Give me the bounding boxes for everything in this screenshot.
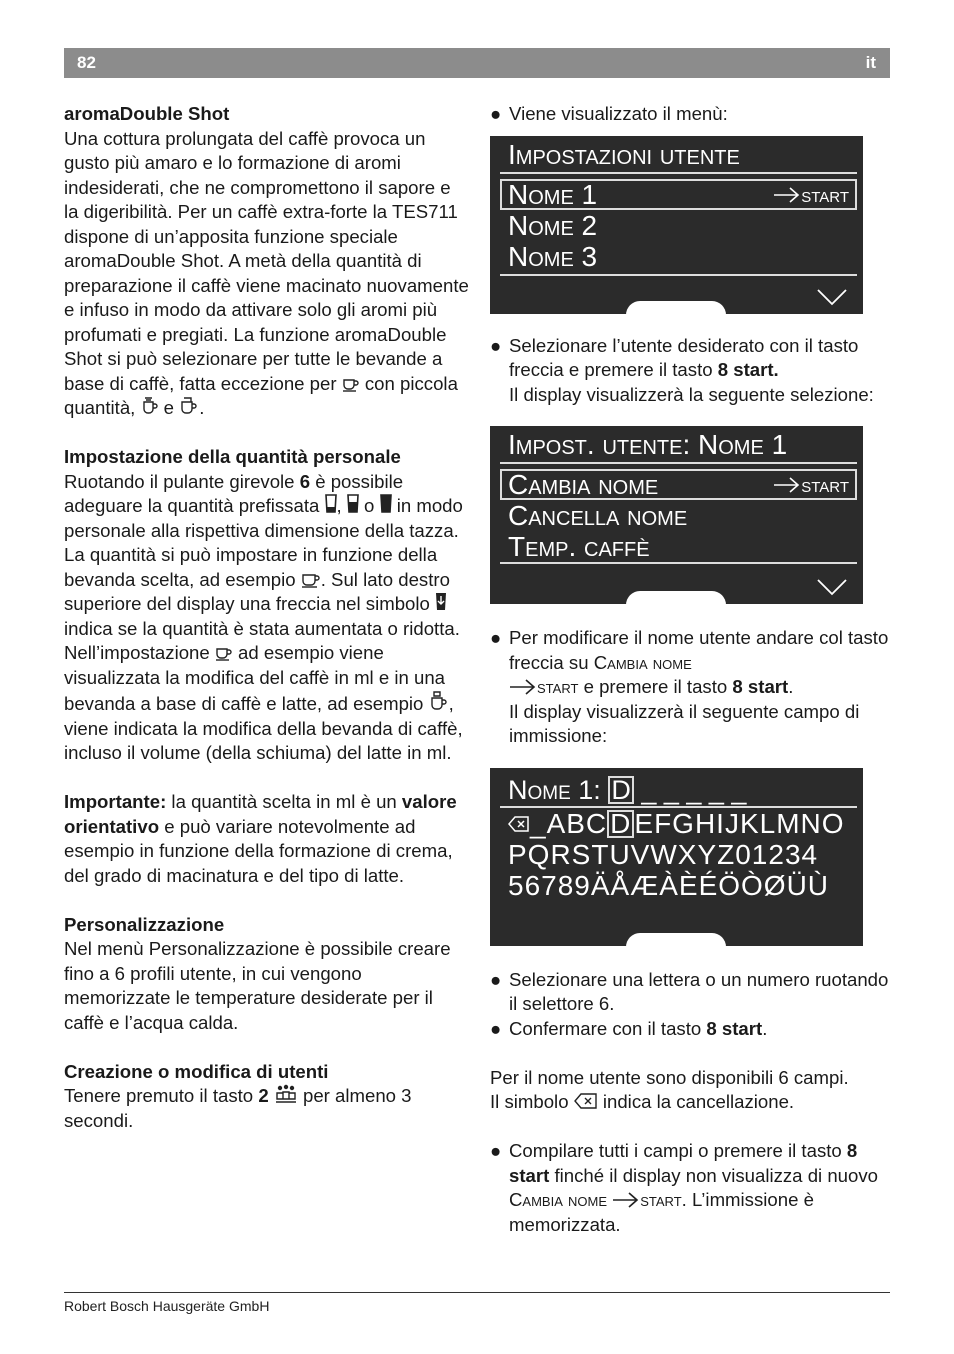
menu-item-name-2: Nome 2 <box>508 209 598 241</box>
fields-paragraph: Per il nome utente sono disponibili 6 campi. <box>490 1066 849 1088</box>
bullet-select-letter: ● Selezionare una lettera o un numero ruotando il selettore 6. <box>490 968 889 1014</box>
large-glass-icon <box>380 494 392 514</box>
chevron-down-icon <box>817 578 847 596</box>
menu-item-coffee-temp: Temp. caffè <box>508 531 650 562</box>
aroma-title: aromaDouble Shot <box>64 103 230 124</box>
small-glass-icon <box>325 494 337 514</box>
menu-item-name-1: Nome 1 start <box>500 179 857 210</box>
delete-icon <box>574 1092 598 1110</box>
arrow-right-icon <box>509 679 537 695</box>
right-column <box>490 102 890 1237</box>
medium-glass-icon <box>347 494 359 514</box>
char-row-3: 56789ÄÅÆÀÈÉÖÒØÜÙ <box>508 869 830 901</box>
delete-symbol-paragraph: Il simbolo indica la cancellazione. <box>490 1091 795 1112</box>
selected-char: D <box>607 810 634 838</box>
page-number: 82 <box>77 53 96 72</box>
bullet-confirm: ● Confermare con il tasto 8 start. <box>490 1017 768 1039</box>
name-input-label: Nome 1: D _ _ _ _ _ <box>508 774 747 805</box>
page-header <box>64 48 890 78</box>
display-title: Impost. utente: Nome 1 <box>508 429 788 460</box>
chevron-down-icon <box>817 288 847 306</box>
bullet-change-name: ● Per modificare il nome utente andare col tasto freccia su Cambia nome start e premere il tasto 8 start. Il display visualizzerà il seguente campo di immissione: <box>490 627 889 746</box>
arrow-right-icon <box>773 187 801 203</box>
important-paragraph: Importante: la quantità scelta in ml è un valore orientativo e può variare notevolmente ad esempio in funzione della formazione di crema, del grado di macinatura e del tipo di latte. <box>64 791 457 886</box>
display-title: Impostazioni utente <box>508 138 740 170</box>
personalization-title: Personalizzazione <box>64 913 225 935</box>
menu-item-name-3: Nome 3 <box>508 240 598 272</box>
footer-company: Robert Bosch Hausgeräte GmbH <box>64 1298 270 1314</box>
create-users-paragraph: Tenere premuto il tasto 2 per almeno 3 secondi. <box>64 1085 412 1131</box>
small-cup-icon <box>215 645 233 661</box>
bullet-fill-fields: ● Compilare tutti i campi o premere il tasto 8 start finché il display non visualizza di nuovo Cambia nome start. L’immissione è memorizzata. <box>490 1140 878 1235</box>
display-user-edit <box>490 426 863 604</box>
users-icon <box>274 1084 298 1104</box>
arrow-right-icon <box>612 1192 640 1208</box>
left-column <box>64 102 469 1133</box>
menu-item-delete-name: Cancella nome <box>508 500 688 531</box>
cappuccino-cup-icon <box>429 690 449 712</box>
quantity-title: Impostazione della quantità personale <box>64 446 401 467</box>
display-name-input <box>490 768 863 946</box>
latte-cup-icon <box>141 396 159 416</box>
text-cursor: D <box>608 776 634 804</box>
glass-arrow-icon <box>435 592 447 612</box>
arrow-right-icon <box>773 477 801 493</box>
aroma-paragraph: Una cottura prolungata del caffè provoca un gusto più amaro e lo formazione di aromi indesiderati, che ne compromettono il sapore e la digeribilità. Per un caffè extra-forte la TES711 dispone di un’apposita funzione speciale aromaDouble Shot. A metà della quantità di preparazione il caffè viene macinato nuovamente e infuso in modo da attivare solo gli aromi più profumati e pregiati. La funzione aromaDouble Shot si può selezionare per tutte le bevande a base di caffè, fatta eccezione per con piccola quantità, e . <box>64 127 469 418</box>
milk-coffee-cup-icon <box>179 396 199 416</box>
display-user-settings <box>490 136 863 314</box>
delete-icon <box>508 815 530 833</box>
char-row-2: PQRSTUVWXYZ01234 <box>508 838 819 870</box>
bullet-select-user: ● Selezionare l’utente desiderato con il tasto freccia e premere il tasto 8 start. Il display visualizzerà la seguente selezione: <box>490 334 874 405</box>
personalization-paragraph: Nel menù Personalizzazione è possibile creare fino a 6 profili utente, in cui vengono memorizzate le temperature desiderate per il caffè e l’acqua calda. <box>64 938 451 1033</box>
char-row-1: _ABC D EFGHIJKLMNO <box>490 808 863 839</box>
create-users-title: Creazione o modifica di utenti <box>64 1060 329 1082</box>
cup-icon <box>301 572 321 588</box>
bullet-menu-shown: ● Viene visualizzato il menù: <box>490 103 728 124</box>
footer-divider <box>64 1292 890 1293</box>
language-code: it <box>865 53 876 72</box>
quantity-paragraph: Ruotando il pulante girevole 6 è possibile adeguare la quantità prefissata , o in modo personale alla rispettiva dimensione della tazza. La quantità si può impostare in funzione della bevanda scelta, ad esempio . Sul lato destro superiore del display una freccia nel simbolo indica se la quantità è stata aumentata o ridotta. Nell’impostazione ad esempio viene visualizzata la modifica del caffè in ml e in una bevanda a base di caffè e latte, ad esempio , viene indicata la modifica della bevanda di caffè, incluso il volume (della schiuma) del latte in ml. <box>64 470 463 763</box>
menu-item-change-name: Cambia nome start <box>500 469 857 500</box>
small-cup-icon <box>342 376 360 392</box>
